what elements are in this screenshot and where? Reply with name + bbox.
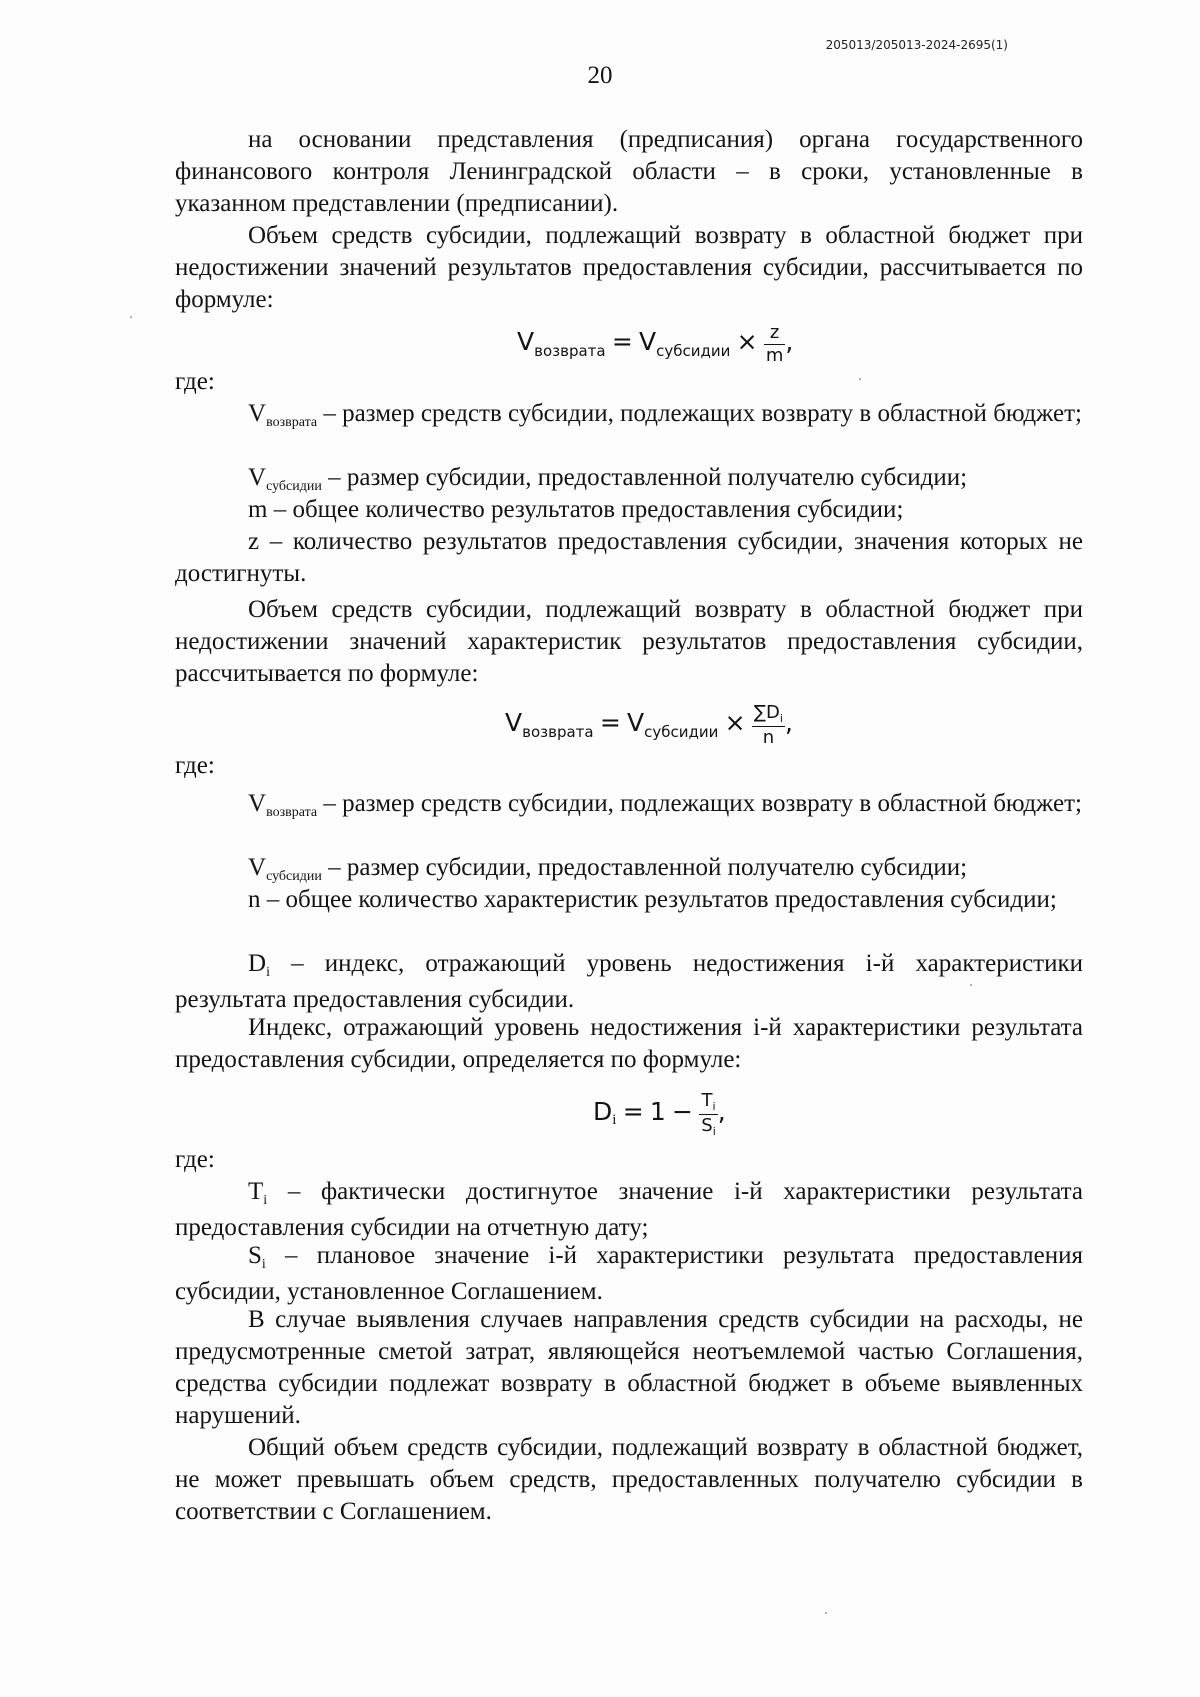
formula-3-eq: =	[622, 1097, 644, 1127]
definition-v-return-2	[175, 788, 1083, 824]
formula-2-eq: =	[599, 708, 621, 738]
paragraph-1: на основании представления (предписания) органа государственного финансового контроля Ленинградской области – в сроки, установленные в указанном представлении (предписании).	[175, 126, 1083, 217]
formula-2-num-d: D	[766, 702, 780, 723]
formula-2-numerator	[752, 702, 785, 727]
def1-subscript: возврата	[266, 415, 318, 430]
definition-n: n – общее количество характеристик результатов предоставления субсидии;	[248, 886, 1057, 913]
def2-subscript: субсидии	[266, 479, 322, 494]
def5-symbol: V	[248, 790, 267, 817]
definition-z: z – количество результатов предоставления субсидии, значения которых не достигнуты.	[175, 528, 1083, 587]
def10-symbol: S	[248, 1242, 262, 1269]
page-number: 20	[587, 62, 613, 89]
def6-text: – размер субсидии, предоставленной получателю субсидии;	[321, 854, 968, 881]
def10-text: – плановое значение i-й характеристики результата предоставления субсидии, установленное Соглашением.	[175, 1242, 1083, 1305]
definition-d-i	[175, 948, 1083, 1016]
formula-3-fraction	[699, 1090, 718, 1139]
scan-speck	[130, 316, 132, 318]
definition-v-subsidy-1	[175, 462, 1083, 498]
formula-2-denominator: n	[762, 727, 775, 748]
paragraph-4: Индекс, отражающий уровень недостижения i-й характеристики результата предоставления субсидии, определяется по формуле:	[175, 1014, 1083, 1073]
def8-subscript: i	[266, 965, 270, 980]
formula-3-num-sub: i	[712, 1100, 716, 1113]
def8-text: – индекс, отражающий уровень недостижения i-й характеристики результата предоставления субсидии.	[175, 950, 1083, 1013]
formula-1-fraction	[764, 322, 786, 367]
formula-1-eq: =	[611, 327, 633, 357]
def8-symbol: D	[248, 950, 267, 977]
def9-subscript: i	[263, 1193, 268, 1208]
formula-2-fraction	[752, 702, 785, 749]
def6-symbol: V	[248, 854, 267, 881]
definition-m: m – общее количество результатов предоставления субсидии;	[248, 496, 904, 523]
where-label-1: где:	[175, 368, 215, 395]
paragraph-2: Объем средств субсидии, подлежащий возврату в областной бюджет при недостижении значений результатов предоставления субсидии, рассчитывается по формуле:	[175, 222, 1083, 313]
paragraph-3: Объем средств субсидии, подлежащий возврату в областной бюджет при недостижении значений характеристик результатов предоставления субсидии, рассчитывается по формуле:	[175, 596, 1083, 687]
formula-3-den-s: S	[701, 1115, 713, 1136]
definition-v-subsidy-2	[175, 852, 1083, 888]
scan-speck	[859, 378, 861, 380]
formula-3-den-sub: i	[712, 1125, 716, 1138]
formula-1-lhs: V	[517, 327, 535, 357]
formula-1-times: ×	[736, 327, 758, 357]
formula-2-sigma: ∑	[753, 702, 766, 723]
formula-3-numerator	[699, 1090, 718, 1115]
def2-text: – размер субсидии, предоставленной получателю субсидии;	[321, 464, 968, 491]
formula-3-one: 1	[649, 1097, 666, 1127]
def5-text: – размер средств субсидии, подлежащих возврату в областной бюджет;	[317, 790, 1082, 817]
definition-v-return-1	[175, 398, 1083, 434]
formula-2-lhs: V	[505, 708, 523, 738]
def9-text: – фактически достигнутое значение i-й характеристики результата предоставления субсидии на отчетную дату;	[175, 1178, 1083, 1241]
where-label-3: где:	[175, 1146, 215, 1173]
formula-3-num-t: T	[701, 1090, 713, 1111]
def1-text: – размер средств субсидии, подлежащих возврату в областной бюджет;	[317, 400, 1082, 427]
formula-2-times: ×	[724, 708, 746, 738]
formula-3-denominator	[699, 1115, 718, 1139]
formula-2-lhs-sub: возврата	[522, 723, 594, 742]
def10-subscript: i	[261, 1257, 266, 1272]
formula-3-comma: ,	[717, 1097, 726, 1127]
scan-speck	[825, 1612, 827, 1614]
scan-speck	[970, 984, 972, 986]
def5-subscript: возврата	[266, 805, 318, 820]
formula-2-num-sub: i	[779, 712, 783, 725]
formula-1-rhs-sub: субсидии	[656, 342, 731, 361]
formula-2-comma: ,	[784, 708, 793, 738]
formula-1-numerator: z	[764, 322, 786, 345]
formula-2	[505, 702, 793, 749]
def2-symbol: V	[248, 464, 267, 491]
def1-symbol: V	[248, 400, 267, 427]
formula-1-comma: ,	[785, 327, 794, 357]
where-label-2: где:	[175, 752, 215, 779]
formula-3-lhs-sub: i	[612, 1112, 617, 1129]
definition-t-i	[175, 1176, 1083, 1244]
formula-3	[593, 1090, 726, 1139]
definition-s-i	[175, 1240, 1083, 1308]
formula-1	[517, 322, 793, 367]
formula-1-lhs-sub: возврата	[534, 342, 606, 361]
formula-3-minus: −	[672, 1097, 693, 1127]
formula-1-denominator: m	[765, 345, 784, 366]
document-id: 205013/205013-2024-2695(1)	[825, 38, 1008, 52]
def9-symbol: T	[248, 1178, 264, 1205]
formula-2-rhs-sub: субсидии	[644, 723, 719, 742]
paragraph-6: Общий объем средств субсидии, подлежащий возврату в областной бюджет, не может превышать объем средств, предоставленных получателю субсидии в соответствии с Соглашением.	[175, 1434, 1083, 1525]
formula-1-rhs: V	[639, 327, 657, 357]
def6-subscript: субсидии	[266, 869, 322, 884]
paragraph-5: В случае выявления случаев направления средств субсидии на расходы, не предусмотренные сметой затрат, являющейся неотъемлемой частью Соглашения, средства субсидии подлежат возврату в областной бюджет в объеме выявленных нарушений.	[175, 1306, 1083, 1429]
formula-2-rhs: V	[627, 708, 645, 738]
formula-3-lhs: D	[593, 1097, 613, 1127]
